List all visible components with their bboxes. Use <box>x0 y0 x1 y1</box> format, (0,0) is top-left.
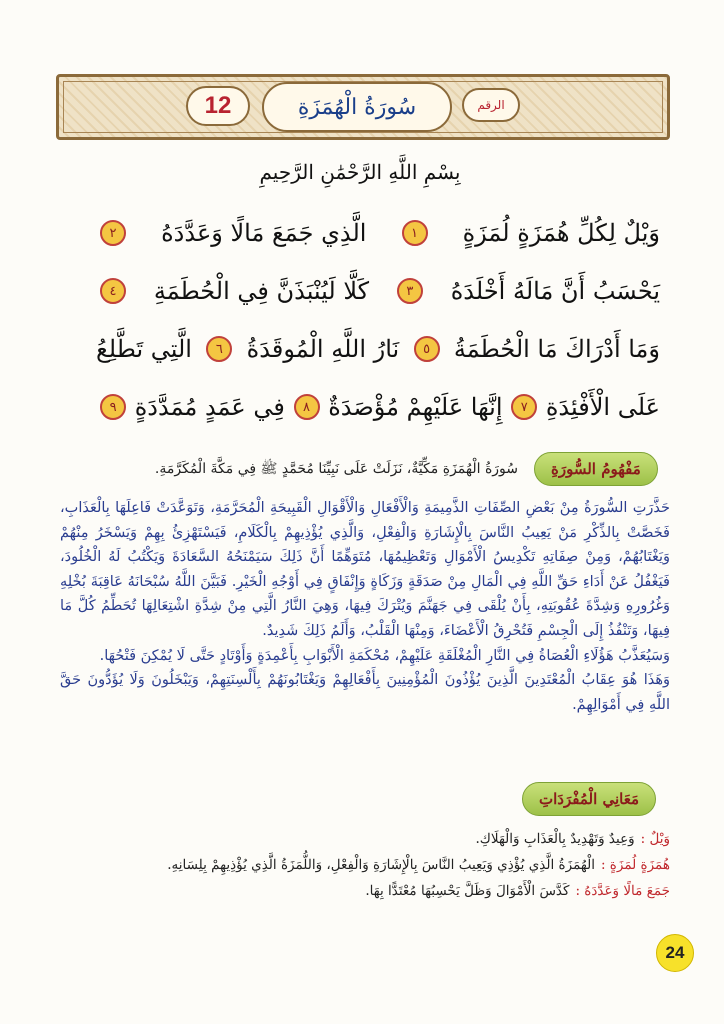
verses-block <box>96 204 660 436</box>
verse-text: فِي عَمَدٍ مُمَدَّدَةٍ <box>134 393 285 421</box>
meaning-section-heading <box>534 452 658 486</box>
basmala: بِسْمِ اللَّهِ الرَّحْمَٰنِ الرَّحِيمِ <box>259 160 461 184</box>
page-number: 24 <box>656 934 694 972</box>
vocab-term: هُمَزَةٍ لُمَزَةٍ : <box>600 857 670 873</box>
verse-number-marker: ٧ <box>511 394 537 420</box>
vocab-section-heading <box>522 782 656 816</box>
paragraph-text: حَذَّرَتِ السُّورَةُ مِنْ بَعْضِ الصِّفَاتِ الذَّمِيمَةِ وَالْأَفْعَالِ وَالْأَقْوَالِ الْقَبِيحَةِ الْمُحَرَّمَةِ، وَتَوَعَّدَتْ فَاعِلَهَا بِالْعَذَابِ، فَخَصَّتْ بِالذِّكْرِ مَنْ يَعِيبُ النَّاسَ بِالْإِشَارَةِ وَالْفِعْلِ، وَالَّذِي يُؤْذِيهِمْ بِالْكَلَامِ، فَيَسْتَهْزِئُ بِهِمْ وَيَسْخَرُ مِنْهُمْ وَيَغْتَابُهُمْ، وَمِنْ صِفَاتِهِ تَكْدِيسُ الْأَمْوَالِ وَتَعْظِيمُهَا، مُتَوَهِّمًا أَنَّ ذَلِكَ سَيَمْنَحُهُ السَّعَادَةَ وَيَكْتُبُ لَهُ الْخُلُودَ، فَيَغْفُلُ عَنْ أَدَاءِ حَقِّ اللَّهِ فِي الْمَالِ مِنْ صَدَقَةٍ وَزَكَاةٍ وَإِنْفَاقٍ فِي أَوْجُهِ الْخَيْرِ. فَبَيَّنَ اللَّهُ سُبْحَانَهُ عَاقِبَةَ بُخْلِهِ وَغُرُورِهِ وَشِدَّةَ عُقُوبَتِهِ، بِأَنْ يُلْقَى فِي جَهَنَّمَ وَيُتْرَكَ فِيهَا، وَهِيَ النَّارُ الَّتِي مِنْ شِدَّةِ اشْتِعَالِهَا تُحَطِّمُ كُلَّ مَا فِيهَا، وَتَنْفُذُ إِلَى الْجِسْمِ فَتُحْرِقُ الْأَعْضَاءَ، وَمِنْهَا الْقَلْبُ، وَأَلَمُ ذَلِكَ شَدِيدٌ. <box>60 500 670 639</box>
verse-text: نَارُ اللَّهِ الْمُوقَدَةُ <box>246 335 400 363</box>
vocab-item <box>60 826 670 852</box>
vocab-list <box>60 826 670 904</box>
verse-text: وَيْلٌ لِكُلِّ هُمَزَةٍ لُمَزَةٍ <box>462 219 660 247</box>
paragraph-text: وَهَذَا هُوَ عِقَابُ الْمُعْتَدِينَ الَّذِينَ يُؤْذُونَ الْمُؤْمِنِينَ بِأَفْعَالِهِمْ وَيَغْتَابُونَهُمْ بِأَلْسِنَتِهِمْ، وَيَبْخَلُونَ وَلَا يُؤَدُّونَ حَقَّ اللَّهِ فِي أَمْوَالِهِمْ. <box>60 672 670 713</box>
verse-number-marker: ٤ <box>100 278 126 304</box>
verse-number-marker: ٢ <box>100 220 126 246</box>
vocab-definition: كَدَّسَ الْأَمْوَالَ وَظَلَّ يَحْسِبُهَا مُعْتَدًّا بِهَا. <box>365 883 570 899</box>
surah-title-badge <box>262 82 452 132</box>
surah-intro: سُورَةُ الْهُمَزَةِ مَكِّيَّةٌ، نَزَلَتْ عَلَى نَبِيِّنَا مُحَمَّدٍ ﷺ فِي مَكَّةَ الْمُكَرَّمَةِ. <box>154 461 518 477</box>
surah-number: 12 <box>204 92 232 119</box>
vocab-heading-text: مَعَانِي الْمُفْرَدَاتِ <box>539 790 639 808</box>
verse-number-marker: ٦ <box>206 336 232 362</box>
vocab-term: وَيْلٌ : <box>640 831 670 847</box>
paragraph-text: وَسَيُعَذَّبُ هَؤُلَاءِ الْعُصَاةُ فِي النَّارِ الْمُغْلَقَةِ عَلَيْهِمْ، مُحْكَمَةِ الْأَبْوَابِ بِأَعْمِدَةٍ وَأَوْتَادٍ حَتَّى لَا يُمْكِنَ فَتْحُهَا. <box>99 647 670 664</box>
vocab-definition: الْهُمَزَةُ الَّذِي يُؤْذِي وَيَعِيبُ النَّاسَ بِالْإِشَارَةِ وَالْفِعْلِ، وَاللُّمَزَةُ الَّذِي يُؤْذِيهِمْ بِلِسَانِهِ. <box>167 857 595 873</box>
number-label: الرقم <box>477 98 505 112</box>
verse-text: إِنَّهَا عَلَيْهِمْ مُؤْصَدَةٌ <box>328 393 503 421</box>
verse-text: وَمَا أَدْرَاكَ مَا الْحُطَمَةُ <box>453 335 660 363</box>
verse-number-marker: ٣ <box>397 278 423 304</box>
surah-number-badge <box>186 86 250 126</box>
verse-text: الَّذِي جَمَعَ مَالًا وَعَدَّدَهُ <box>161 219 367 247</box>
verse-number-marker: ٩ <box>100 394 126 420</box>
verse-text: يَحْسَبُ أَنَّ مَالَهُ أَخْلَدَهُ <box>450 277 660 305</box>
verse-text: كَلَّا لَيُنْبَذَنَّ فِي الْحُطَمَةِ <box>153 277 370 305</box>
vocab-item <box>60 852 670 878</box>
meaning-paragraph <box>60 496 670 717</box>
number-label-badge <box>462 88 520 122</box>
vocab-term: جَمَعَ مَالًا وَعَدَّدَهُ : <box>575 883 670 899</box>
verse-line-2 <box>96 262 660 320</box>
surah-title: سُورَةُ الْهُمَزَةِ <box>297 94 417 120</box>
verse-line-3 <box>96 320 660 378</box>
verse-number-marker: ٥ <box>414 336 440 362</box>
vocab-item <box>60 878 670 904</box>
vocab-definition: وَعِيدٌ وَتَهْدِيدٌ بِالْعَذَابِ وَالْهَلَاكِ. <box>475 831 635 847</box>
verse-line-4 <box>96 378 660 436</box>
verse-number-marker: ٨ <box>294 394 320 420</box>
meaning-heading-text: مَفْهُومُ السُّورَةِ <box>551 460 641 478</box>
verse-text: عَلَى الْأَفْئِدَةِ <box>545 393 660 421</box>
verse-line-1 <box>96 204 660 262</box>
verse-text: الَّتِي تَطَّلِعُ <box>96 335 192 363</box>
verse-number-marker: ١ <box>402 220 428 246</box>
